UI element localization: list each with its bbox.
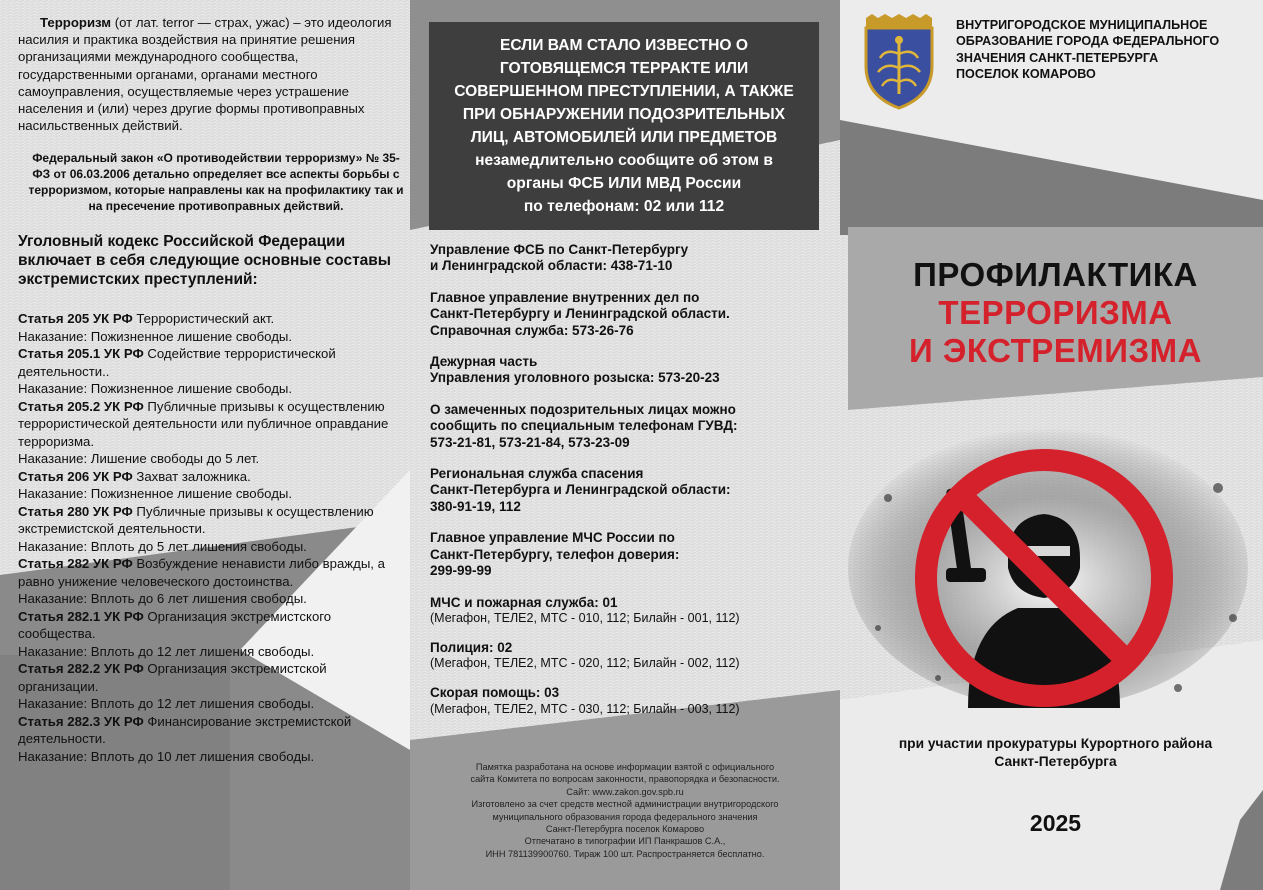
contact-line: Управление ФСБ по Санкт-Петербургу — [430, 242, 689, 257]
penalty-label: Наказание: — [18, 643, 88, 659]
contact-line: Санкт-Петербурга и Ленинградской области: — [430, 482, 731, 498]
alert-line: ЕСЛИ ВАМ СТАЛО ИЗВЕСТНО О — [500, 37, 748, 54]
credit-line: Санкт-Петербурга поселок Комарово — [545, 824, 705, 835]
penalty-line — [18, 450, 404, 468]
org-name-line: ЗНАЧЕНИЯ САНКТ-ПЕТЕРБУРГА — [956, 50, 1159, 65]
article-title: Статья 282.2 УК РФ — [18, 661, 144, 677]
participation-line: при участии прокуратуры Курортного района — [898, 736, 1213, 751]
article-description: Публичные призывы к осуществлению экстремистской деятельности. — [18, 503, 374, 537]
terrorism-definition — [18, 14, 404, 134]
penalty-value: Вплоть до 5 лет лишения свободы. — [87, 538, 307, 554]
alert-line: СОВЕРШЕННОМ ПРЕСТУПЛЕНИИ, А ТАКЖЕ — [454, 83, 794, 100]
credit-line: Памятка разработана на основе информации взятой с официального — [475, 762, 775, 772]
article-title: Статья 282.3 УК РФ — [18, 713, 144, 729]
penalty-label: Наказание: — [18, 538, 88, 554]
contact-line: МЧС и пожарная служба: 01 — [430, 594, 618, 610]
article-item — [18, 608, 404, 643]
contacts-list — [430, 242, 830, 731]
article-description: Финансирование экстремистской деятельности. — [18, 713, 352, 747]
contact-line: сообщить по специальным телефонам ГУВД: — [430, 418, 738, 434]
term-terrorism: Терроризм — [40, 15, 112, 30]
contact-item — [430, 242, 830, 275]
contact-item — [430, 595, 830, 625]
article-title: Статья 282 УК РФ — [18, 556, 133, 572]
penalty-line — [18, 643, 404, 661]
alert-line: по телефонам: 02 или 112 — [523, 198, 725, 215]
print-credits — [430, 761, 820, 860]
org-name-line: ВНУТРИГОРОДСКОЕ МУНИЦИПАЛЬНОЕ — [956, 18, 1208, 32]
article-item — [18, 713, 404, 748]
penalty-label: Наказание: — [18, 748, 88, 764]
article-title: Статья 205.2 УК РФ — [18, 398, 144, 414]
article-item — [18, 660, 404, 695]
contact-subline: (Мегафон, ТЕЛЕ2, МТС - 030, 112; Билайн - 003, 112) — [430, 701, 740, 716]
contact-line: Региональная служба спасения — [430, 466, 644, 482]
penalty-value: Вплоть до 12 лет лишения свободы. — [87, 643, 315, 659]
contact-item — [430, 354, 830, 387]
contact-subline: (Мегафон, ТЕЛЕ2, МТС - 010, 112; Билайн - 001, 112) — [430, 610, 740, 625]
title-line-terrorism: ТЕРРОРИЗМА — [938, 294, 1173, 331]
contact-item — [430, 402, 830, 451]
penalty-line — [18, 328, 404, 346]
article-title: Статья 205.1 УК РФ — [18, 346, 144, 362]
contact-line: Управления уголовного розыска: 573-20-23 — [430, 370, 720, 386]
article-item — [18, 310, 404, 328]
penalty-value: Пожизненное лишение свободы. — [87, 328, 293, 344]
contact-line: О замеченных подозрительных лицах можно — [430, 401, 736, 417]
contact-line: Справочная служба: 573-26-76 — [430, 322, 634, 338]
article-item — [18, 468, 404, 486]
contact-item — [430, 685, 830, 715]
contact-item — [430, 530, 830, 579]
participation-line: Санкт-Петербурга — [994, 754, 1117, 769]
penalty-value: Лишение свободы до 5 лет. — [87, 451, 260, 467]
alert-line: ГОТОВЯЩЕМСЯ ТЕРРАКТЕ ИЛИ — [499, 60, 749, 77]
publication-year: 2025 — [1029, 810, 1082, 836]
contact-line: 573-21-81, 573-21-84, 573-23-09 — [430, 434, 630, 450]
article-title: Статья 205 УК РФ — [18, 311, 133, 327]
penalty-label: Наказание: — [18, 591, 88, 607]
penalty-value: Пожизненное лишение свободы. — [87, 486, 293, 502]
credit-line: Сайт: www.zakon.gov.spb.ru — [566, 786, 684, 797]
contact-item — [430, 640, 830, 670]
contact-line: 299-99-99 — [430, 563, 492, 579]
criminal-code-heading: Уголовный кодекс Российской Федерации включает в себя следующие основные составы экстремистских преступлений: — [18, 233, 392, 289]
contact-line: Полиция: 02 — [430, 639, 513, 655]
article-description: Организация экстремистской организации. — [18, 661, 327, 694]
org-name-line: ОБРАЗОВАНИЕ ГОРОДА ФЕДЕРАЛЬНОГО — [956, 34, 1220, 49]
article-description: Содействие террористической деятельности.. — [18, 346, 336, 379]
article-description: Захват заложника. — [132, 468, 251, 484]
penalty-value: Вплоть до 12 лет лишения свободы. — [87, 696, 315, 712]
penalty-line — [18, 380, 404, 398]
credit-line: Отпечатано в типографии ИП Панкрашов С.А., — [524, 836, 726, 847]
contact-line: 380-91-19, 112 — [430, 498, 521, 514]
article-title: Статья 280 УК РФ — [18, 503, 133, 519]
penalty-value: Вплоть до 10 лет лишения свободы. — [87, 748, 315, 764]
credit-line: сайта Комитета по вопросам законности, правопорядка и безопасности. — [470, 774, 780, 785]
contact-line: Дежурная часть — [430, 354, 538, 370]
penalty-line — [18, 538, 404, 556]
title-line-prevention: ПРОФИЛАКТИКА — [913, 256, 1198, 293]
brochure-title — [848, 256, 1263, 370]
contact-item — [430, 466, 830, 515]
organization-name — [956, 17, 1256, 83]
no-terrorism-sign-icon — [848, 418, 1263, 716]
federal-law-note: Федеральный закон «О противодействии терроризму» № 35-ФЗ от 06.03.2006 детально определяет все аспекты борьбы с терроризмом, которые направлены как на профилактику так и на пресечение противоправных действий. — [28, 151, 404, 214]
penalty-label: Наказание: — [18, 451, 88, 467]
contact-line: и Ленинградской области: 438-71-10 — [430, 258, 673, 274]
prosecutor-participation — [848, 735, 1263, 771]
article-item — [18, 398, 404, 451]
contact-line: Скорая помощь: 03 — [430, 685, 560, 701]
alert-line: ЛИЦ, АВТОМОБИЛЕЙ ИЛИ ПРЕДМЕТОВ — [470, 129, 778, 146]
contact-line: Санкт-Петербургу и Ленинградской области. — [430, 306, 730, 322]
org-name-line: ПОСЕЛОК КОМАРОВО — [956, 67, 1096, 82]
article-item — [18, 555, 404, 590]
article-description: Террористический акт. — [132, 311, 275, 327]
contact-subline: (Мегафон, ТЕЛЕ2, МТС - 020, 112; Билайн - 002, 112) — [430, 656, 740, 671]
penalty-label: Наказание: — [18, 486, 88, 502]
penalty-line — [18, 748, 404, 766]
credit-line: ИНН 781139900760. Тираж 100 шт. Распространяется бесплатно. — [485, 848, 765, 859]
contact-line: Главное управление МЧС России по — [430, 530, 675, 546]
emergency-alert-box — [429, 22, 819, 230]
contact-item — [430, 290, 830, 339]
alert-line: незамедлительно сообщите об этом в — [475, 152, 773, 169]
credit-line: Изготовлено за счет средств местной администрации внутригородского — [471, 799, 779, 810]
article-description: Возбуждение ненависти либо вражды, а равно унижение человеческого достоинства. — [18, 556, 385, 589]
penalty-line — [18, 695, 404, 713]
penalty-label: Наказание: — [18, 381, 88, 397]
left-column — [18, 14, 404, 765]
credit-line: муниципального образования города федерального значения — [492, 811, 758, 822]
article-item — [18, 345, 404, 380]
penalty-label: Наказание: — [18, 696, 88, 712]
title-line-extremism: И ЭКСТРЕМИЗМА — [909, 332, 1202, 369]
contact-line: Главное управление внутренних дел по — [430, 289, 700, 305]
penalty-value: Пожизненное лишение свободы. — [87, 381, 293, 397]
penalty-line — [18, 485, 404, 503]
alert-line: ПРИ ОБНАРУЖЕНИИ ПОДОЗРИТЕЛЬНЫХ — [462, 106, 786, 123]
contact-line: Санкт-Петербургу, телефон доверия: — [430, 546, 680, 562]
article-item — [18, 503, 404, 538]
articles-list — [18, 310, 404, 765]
terrorism-definition-text: (от лат. terror — страх, ужас) – это идеология насилия и практика воздействия на принятие решения организациями международного сообщества, государственными органами, органами местного самоуправления, осуществляемые через устрашение населения и (или) через другие формы противоправных насильственных действий. — [18, 15, 392, 134]
penalty-label: Наказание: — [18, 328, 88, 344]
municipal-coat-of-arms-icon — [858, 14, 940, 110]
article-description: Публичные призывы к осуществлению террористической деятельности или публичное оправдание терроризма. — [18, 398, 389, 449]
penalty-line — [18, 590, 404, 608]
article-description: Организация экстремистского сообщества. — [18, 608, 332, 642]
alert-line: органы ФСБ ИЛИ МВД России — [506, 175, 742, 192]
article-title: Статья 206 УК РФ — [18, 468, 133, 484]
article-title: Статья 282.1 УК РФ — [18, 608, 144, 624]
penalty-value: Вплоть до 6 лет лишения свободы. — [87, 591, 307, 607]
